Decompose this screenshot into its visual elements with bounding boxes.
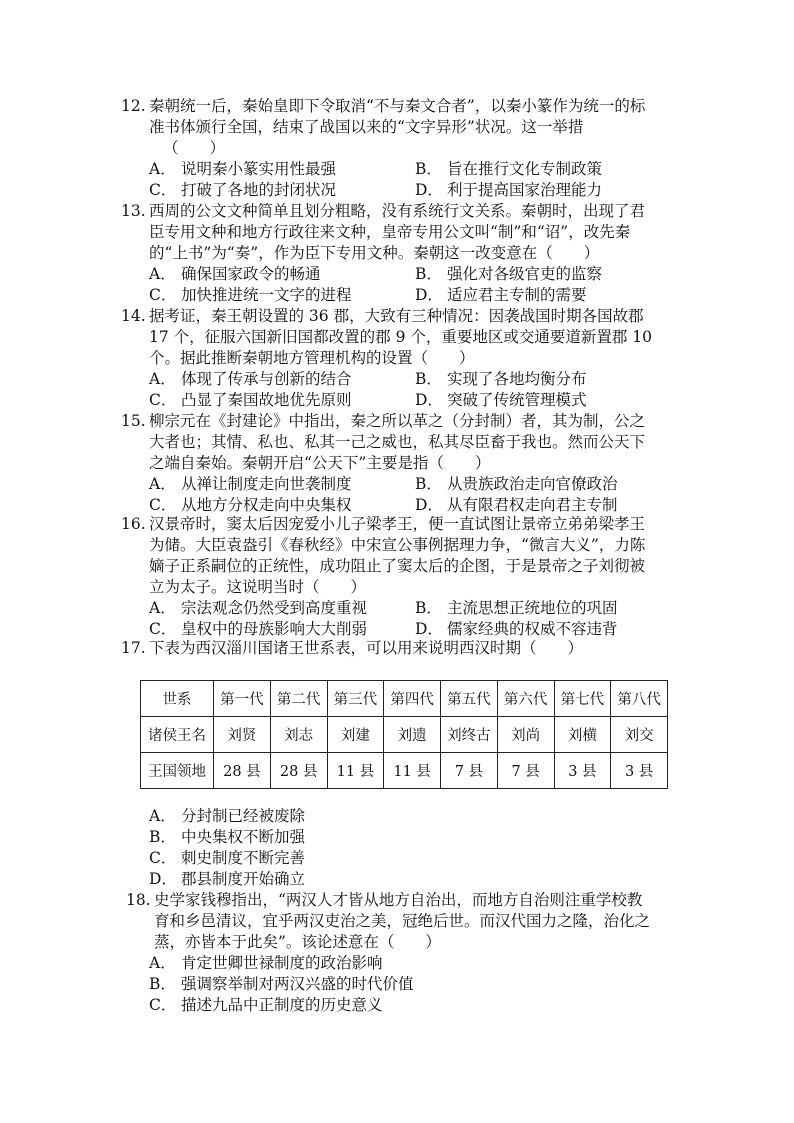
question-14: [121, 306, 681, 411]
question-16: [121, 514, 681, 640]
question-stem-line: 之端自秦始。秦朝开启“公天下”主要是指（ ）: [149, 454, 491, 472]
option-a[interactable]: A． 肯定世卿世禄制度的政治影响: [149, 954, 383, 972]
option-a[interactable]: A． 分封制已经被废除: [149, 807, 306, 825]
option-c[interactable]: C． 皇权中的母族影响大大削弱: [149, 620, 368, 638]
option-b[interactable]: B． 强化对各级官吏的监察: [415, 265, 603, 283]
table-cell: 28 县: [214, 753, 271, 789]
table-cell: 11 县: [384, 753, 441, 789]
option-row: [121, 390, 681, 411]
question-stem-line: 史学家钱穆指出，“两汉人才皆从地方自治出，而地方自治则注重学校教: [154, 891, 643, 909]
option-c[interactable]: C． 从地方分权走向中央集权: [149, 496, 352, 514]
option-b[interactable]: B． 旨在推行文化专制政策: [415, 160, 603, 178]
option-d[interactable]: D． 突破了传统管理模式: [415, 391, 587, 409]
question-stem-line: 17 个，征服六国新旧国都改置的郡 9 个，重要地区或交通要道新置郡 10: [149, 328, 653, 346]
table-cell: 刘横: [554, 717, 611, 753]
table-cell: 7 县: [497, 753, 554, 789]
option-row: [121, 619, 681, 640]
option-b[interactable]: B． 中央集权不断加强: [149, 828, 306, 846]
option-b[interactable]: B． 从贵族政治走向官僚政治: [415, 475, 618, 493]
table-cell: 3 县: [611, 753, 668, 789]
table-cell: 刘建: [327, 717, 384, 753]
table-cell: 3 县: [554, 753, 611, 789]
table-cell: 刘交: [611, 717, 668, 753]
question-stem-line: 据考证，秦王朝设置的 36 郡，大致有三种情况：因袭战国时期各国故郡: [149, 307, 644, 325]
question-stem-line: 准书体颁行全国，结束了战国以来的“文字异形”状况。这一举措: [149, 118, 584, 136]
option-d[interactable]: D． 利于提高国家治理能力: [415, 181, 603, 199]
question-stem-line: 秦朝统一后，秦始皇即下令取消“不与秦文合者”，以秦小篆作为统一的标: [149, 97, 646, 115]
zichuan-genealogy-table: [140, 680, 668, 789]
question-stem-line: 下表为西汉淄川国诸王世系表，可以用来说明西汉时期（ ）: [149, 639, 584, 657]
table-cell: 王国领地: [141, 753, 214, 789]
table-header-cell: 世系: [141, 681, 214, 717]
option-d[interactable]: D． 儒家经典的权威不容违背: [415, 620, 618, 638]
option-c[interactable]: C． 打破了各地的封闭状况: [149, 181, 337, 199]
table-row: [141, 717, 668, 753]
option-row: [121, 474, 681, 495]
question-15: [121, 411, 681, 516]
option-row: [121, 369, 681, 390]
question-stem-line: 蒸，亦皆本于此矣”。该论述意在（ ）: [154, 933, 441, 951]
question-stem-line: 个。据此推断秦朝地方管理机构的设置（ ）: [149, 349, 475, 367]
option-c[interactable]: C． 加快推进统一文字的进程: [149, 286, 352, 304]
question-18: [126, 890, 686, 1016]
option-row: [121, 598, 681, 619]
option-a[interactable]: A． 宗法观念仍然受到高度重视: [149, 599, 368, 617]
question-stem-line: 大者也；其情、私也、私其一己之威也，私其尽臣畜于我也。然而公天下: [149, 433, 646, 451]
table-cell: 刘志: [270, 717, 327, 753]
table-cell: 刘贤: [214, 717, 271, 753]
table-header-cell: 第六代: [497, 681, 554, 717]
question-stem-line: 柳宗元在《封建论》中指出，秦之所以革之（分封制）者，其为制，公之: [149, 412, 646, 430]
table-header-cell: 第七代: [554, 681, 611, 717]
question-17-options: [121, 806, 681, 890]
question-stem-line: 的“上书”为“奏”，作为臣下专用文种。秦朝这一改变意在（ ）: [149, 244, 600, 262]
table-row: [141, 753, 668, 789]
question-number: 12.: [121, 97, 146, 115]
table-cell: 刘遗: [384, 717, 441, 753]
question-number: 14.: [121, 307, 146, 325]
question-stem-line: 为储。大臣袁盎引《春秋经》中宋宣公事例据理力争，“微言大义”，力陈: [149, 536, 646, 554]
option-row: [121, 159, 681, 180]
table-cell: 刘尚: [497, 717, 554, 753]
table-header-cell: 第一代: [214, 681, 271, 717]
option-b[interactable]: B． 强调察举制对两汉兴盛的时代价值: [149, 975, 414, 993]
table-cell: 28 县: [270, 753, 327, 789]
option-d[interactable]: D． 郡县制度开始确立: [149, 870, 306, 888]
option-a[interactable]: A． 从禅让制度走向世袭制度: [149, 475, 352, 493]
question-number: 17.: [121, 639, 146, 657]
option-d[interactable]: D． 从有限君权走向君主专制: [415, 496, 618, 514]
answer-blank: （ ）: [163, 139, 226, 157]
question-stem-line: 臣专用文种和地方行政往来文种，皇帝专用公文叫“制”和“诏”，改先秦: [149, 223, 631, 241]
table-header-cell: 第四代: [384, 681, 441, 717]
question-number: 18.: [126, 891, 151, 909]
question-stem-line: 立为太子。这说明当时（ ）: [149, 578, 367, 596]
option-b[interactable]: B． 主流思想正统地位的巩固: [415, 599, 618, 617]
option-row: [121, 495, 681, 516]
table-cell: 诸侯王名: [141, 717, 214, 753]
question-17: [121, 638, 681, 659]
question-number: 13.: [121, 202, 146, 220]
table-cell: 11 县: [327, 753, 384, 789]
option-c[interactable]: C． 刺史制度不断完善: [149, 849, 306, 867]
table-cell: 刘终古: [441, 717, 498, 753]
question-13: [121, 201, 681, 306]
option-c[interactable]: C． 凸显了秦国故地优先原则: [149, 391, 352, 409]
option-row: [121, 264, 681, 285]
option-row: [121, 285, 681, 306]
table-header-cell: 第五代: [441, 681, 498, 717]
table-header-cell: 第三代: [327, 681, 384, 717]
question-number: 15.: [121, 412, 146, 430]
table-header-cell: 第八代: [611, 681, 668, 717]
question-stem-line: 嫡子正系嗣位的正统性，成功阻止了窦太后的企图，于是景帝之子刘彻被: [149, 557, 646, 575]
question-stem-line: 育和乡邑清议，宜乎两汉吏治之美，冠绝后世。而汉代国力之隆，治化之: [154, 912, 651, 930]
option-c[interactable]: C． 描述九品中正制度的历史意义: [149, 996, 383, 1014]
question-number: 16.: [121, 515, 146, 533]
table-header-cell: 第二代: [270, 681, 327, 717]
table-row: [141, 681, 668, 717]
option-b[interactable]: B． 实现了各地均衡分布: [415, 370, 587, 388]
question-stem-line: 汉景帝时，窦太后因宠爱小儿子梁孝王，便一直试图让景帝立弟弟梁孝王: [149, 515, 646, 533]
question-12: [121, 96, 681, 201]
question-stem-line: 西周的公文文种简单且划分粗略，没有系统行文关系。秦朝时，出现了君: [149, 202, 646, 220]
table-cell: 7 县: [441, 753, 498, 789]
option-row: [121, 180, 681, 201]
option-a[interactable]: A． 说明秦小篆实用性最强: [149, 160, 337, 178]
option-a[interactable]: A． 体现了传承与创新的结合: [149, 370, 352, 388]
option-d[interactable]: D． 适应君主专制的需要: [415, 286, 587, 304]
option-a[interactable]: A． 确保国家政令的畅通: [149, 265, 321, 283]
